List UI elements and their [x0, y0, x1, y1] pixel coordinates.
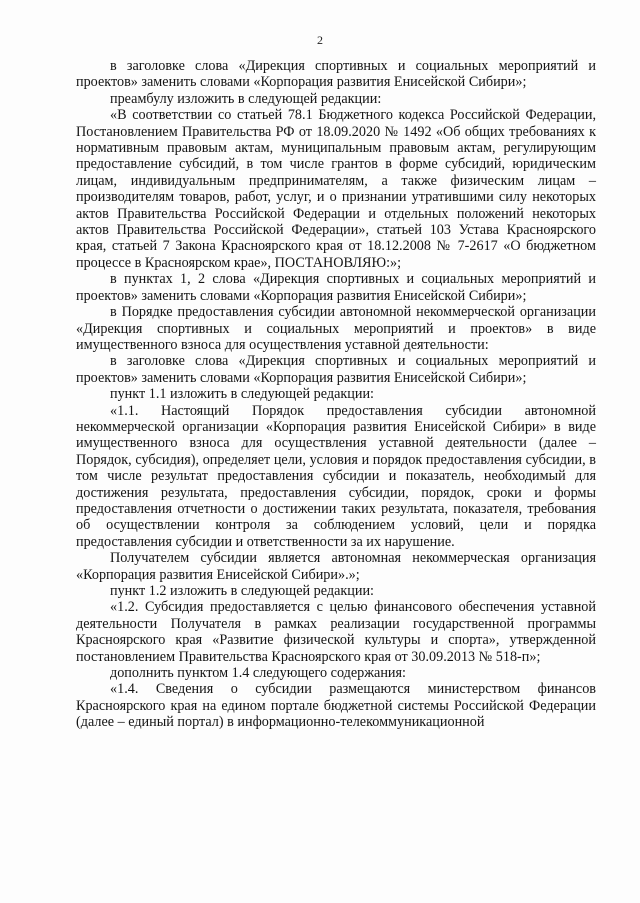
paragraph: пункт 1.2 изложить в следующей редакции: [110, 583, 374, 599]
page-number: 2 [317, 33, 323, 47]
paragraph: дополнить пунктом 1.4 следующего содержания: [110, 665, 406, 682]
paragraph: в заголовке слова «Дирекция спортивных и социальных мероприятий и проектов» заменить словами «Корпорация развития Енисейской Сибири»; [76, 353, 596, 386]
paragraph: «В соответствии со статьей 78.1 Бюджетного кодекса Российской Федерации, Постановлением Правительства РФ от 18.09.2020 № 1492 «Об общих требованиях к нормативным правовым актам, муниципальным правовым актам, регулирующим предоставление субсидий, в том числе грантов в форме субсидий, юридическим лицам, индивидуальным предпринимателям, а также физическим лицам – производителям товаров, работ, услуг, и о признании утратившими силу некоторых актов Правительства Российской Федерации и отдельных положений некоторых актов Правительства Российской Федерации», статьей 103 Устава Красноярского края, статьей 7 Закона Красноярского края от 18.12.2008 № 7-2617 «О бюджетном процессе в Красноярском крае», ПОСТАНОВЛЯЮ:»; [76, 107, 596, 271]
paragraph: преамбулу изложить в следующей редакции: [110, 90, 382, 107]
paragraph: пункт 1.1 изложить в следующей редакции: [110, 386, 374, 403]
paragraph: в заголовке слова «Дирекция спортивных и социальных мероприятий и проектов» заменить словами «Корпорация развития Енисейской Сибири»; [76, 58, 596, 91]
paragraph: «1.4. Сведения о субсидии размещаются министерством финансов Красноярского края на едином портале бюджетной системы Российской Федерации (далее – единый портал) в информационно-телекоммуникационной [76, 681, 596, 731]
paragraph: «1.1. Настоящий Порядок предоставления субсидии автономной некоммерческой организации «Корпорация развития Енисейской Сибири» в виде имущественного взноса для осуществления уставной деятельности (далее – Порядок, субсидия), определяет цели, условия и порядок предоставления субсидии, в том числе результат предоставления субсидии и показатель, необходимый для достижения результата, предоставления субсидии, порядок, сроки и формы предоставления отчетности о достижении таких результата, показателя, требования об осуществлении контроля за соблюдением условий, цели и порядка предоставления субсидии и ответственности за их нарушение. [76, 402, 596, 550]
paragraph: «1.2. Субсидия предоставляется с целью финансового обеспечения уставной деятельности Получателя в рамках реализации государственной программы Красноярского края «Развитие физической культуры и спорта», утвержденной постановлением Правительства Красноярского края от 30.09.2013 № 518-п»; [76, 599, 596, 665]
paragraph: в Порядке предоставления субсидии автономной некоммерческой организации «Дирекция спортивных и социальных мероприятий и проектов» в виде имущественного взноса для осуществления уставной деятельности: [76, 304, 596, 353]
paragraph: Получателем субсидии является автономная некоммерческая организация «Корпорация развития Енисейской Сибири».»; [76, 550, 596, 583]
paragraph: в пунктах 1, 2 слова «Дирекция спортивных и социальных мероприятий и проектов» заменить словами «Корпорация развития Енисейской Сибири»; [76, 271, 596, 304]
document-body [76, 58, 596, 731]
